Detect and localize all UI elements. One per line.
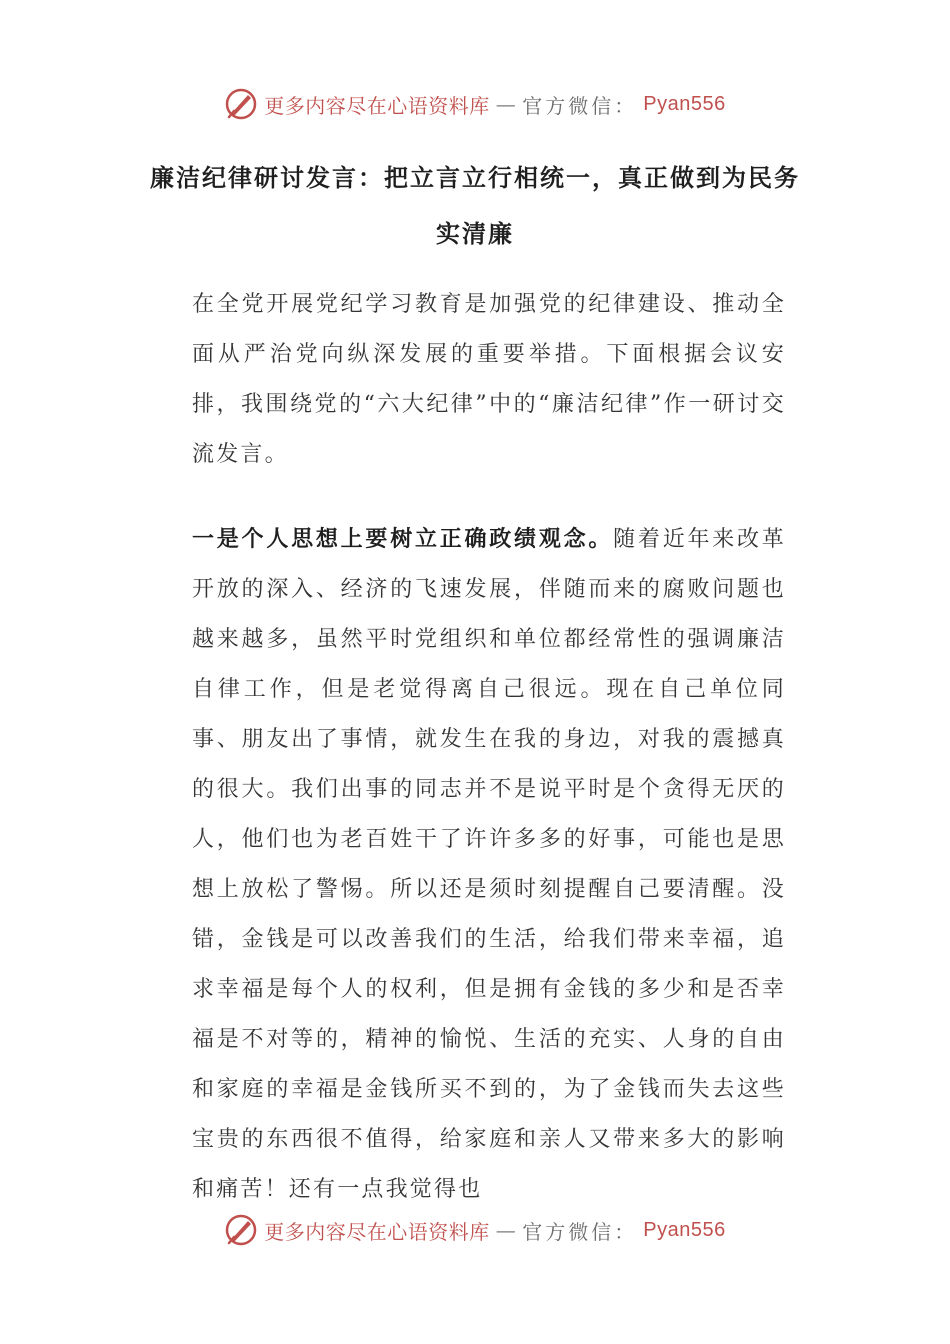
point1-paragraph: [146, 515, 786, 1215]
header-site-text: 更多内容尽在心语资料库: [264, 93, 490, 118]
footer-dash: —: [495, 1218, 517, 1242]
point1-body: 随着近年来改革开放的深入、经济的飞速发展，伴随而来的腐败问题也越来越多，虽然平时党组织和单位都经常性的强调廉洁自律工作，但是老觉得离自己很远。现在自己单位同事、朋友出了事情，就发生在我的身边，对我的震撼真的很大。我们出事的同志并不是说平时是个贪得无厌的人，他们也为老百姓干了许许多多的好事，可能也是思想上放松了警惕。所以还是须时刻提醒自己要清醒。没错，金钱是可以改善我们的生活，给我们带来幸福，追求幸福是每个人的权利，但是拥有金钱的多少和是否幸福是不对等的，精神的愉悦、生活的充实、人身的自由和家庭的幸福是金钱所买不到的，为了金钱而失去这些宝贵的东西很不值得，给家庭和亲人又带来多大的影响和痛苦！还有一点我觉得也: [192, 527, 786, 1202]
quill-logo-icon: [224, 1213, 258, 1247]
footer-wechat-id: Pyan556: [643, 1218, 726, 1241]
document-title: 廉洁纪律研讨发言：把立言立行相统一，真正做到为民务实清廉: [150, 164, 800, 248]
header-watermark: [0, 84, 950, 124]
point1-text: [146, 515, 786, 1215]
quill-logo-icon: [224, 87, 258, 121]
header-wechat-id: Pyan556: [643, 92, 726, 115]
footer-wechat-label: 官方微信：: [522, 1219, 638, 1244]
header-dash: —: [495, 92, 517, 116]
footer-watermark: [0, 1210, 950, 1250]
footer-site-text: 更多内容尽在心语资料库: [264, 1219, 490, 1244]
header-wechat-label: 官方微信：: [522, 93, 638, 118]
point1-heading: 一是个人思想上要树立正确政绩观念。: [192, 527, 614, 552]
intro-text: 在全党开展党纪学习教育是加强党的纪律建设、推动全面从严治党向纵深发展的重要举措。下面根据会议安排，我围绕党的“六大纪律”中的“廉洁纪律”作一研讨交流发言。: [192, 292, 786, 467]
intro-paragraph: [146, 280, 786, 480]
